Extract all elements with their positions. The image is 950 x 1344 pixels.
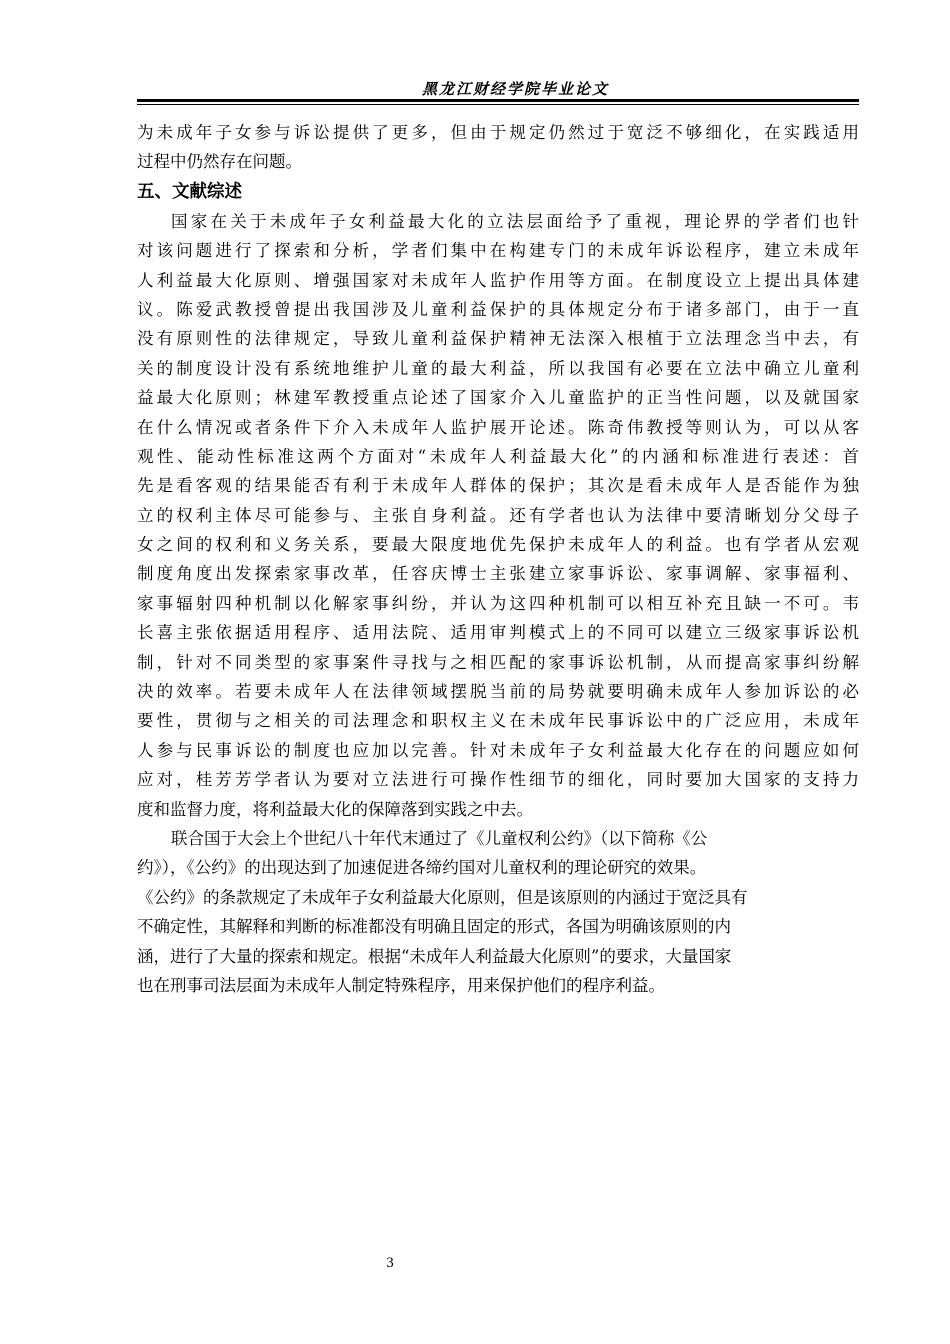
text-line: 涵，进行了大量的探索和规定。根据“未成年人利益最大化原则”的要求，大量国家 — [137, 946, 732, 966]
text-line: 对该问题进行了探索和分析，学者们集中在构建专门的未成年诉讼程序，建立未成年 — [137, 241, 859, 261]
text-line: 长喜主张依据适用程序、适用法院、适用审判模式上的不同可以建立三级家事诉讼机 — [137, 623, 859, 643]
body-text — [137, 118, 859, 1000]
text-line: 联合国于大会上个世纪八十年代末通过了《儿童权利公约》（以下简称《公 — [171, 828, 708, 848]
text-line: 议。陈爱武教授曾提出我国涉及儿童利益保护的具体规定分布于诸多部门，由于一直 — [137, 299, 859, 319]
text-line: 女之间的权利和义务关系，要最大限度地优先保护未成年人的利益。也有学者从宏观 — [137, 535, 859, 555]
text-line: 应对，桂芳芳学者认为要对立法进行可操作性细节的细化，同时要加大国家的支持力 — [137, 770, 859, 790]
continuation-paragraph — [137, 118, 859, 177]
text-line: 在什么情况或者条件下介入未成年人监护展开论述。陈奇伟教授等则认为，可以从客 — [137, 417, 859, 437]
text-line: 不确定性，其解释和判断的标准都没有明确且固定的形式，各国为明确该原则的内 — [137, 917, 731, 937]
header-rule-thick — [137, 99, 859, 102]
text-line: 也在刑事司法层面为未成年人制定特殊程序，用来保护他们的程序利益。 — [137, 975, 665, 995]
paragraph-convention — [137, 824, 859, 1000]
text-line: 人参与民事诉讼的制度也应加以完善。针对未成年子女利益最大化存在的问题应如何 — [137, 740, 859, 760]
text-line: 决的效率。若要未成年人在法律领域摆脱当前的局势就要明确未成年人参加诉讼的必 — [137, 682, 859, 702]
text-line: 《公约》的条款规定了未成年子女利益最大化原则，但是该原则的内涵过于宽泛具有 — [137, 887, 748, 907]
section-heading: 五、文献综述 — [137, 181, 242, 202]
text-line: 制度角度出发探索家事改革，任容庆博士主张建立家事诉讼、家事调解、家事福利、 — [137, 564, 859, 584]
text-line: 制，针对不同类型的家事案件寻找与之相匹配的家事诉讼机制，从而提高家事纠纷解 — [137, 652, 859, 672]
text-line: 过程中仍然存在问题。 — [137, 152, 302, 172]
header-title: 黑龙江财经学院毕业论文 — [421, 80, 609, 98]
text-line: 益最大化原则；林建军教授重点论述了国家介入儿童监护的正当性问题，以及就国家 — [137, 388, 859, 408]
text-line: 家事辐射四种机制以化解家事纠纷，并认为这四种机制可以相互补充且缺一不可。韦 — [137, 593, 859, 613]
header-rule-thin — [137, 104, 859, 105]
text-line: 没有原则性的法律规定，导致儿童利益保护精神无法深入根植于立法理念当中去，有 — [137, 329, 859, 349]
text-line: 要性，贯彻与之相关的司法理念和职权主义在未成年民事诉讼中的广泛应用，未成年 — [137, 711, 859, 731]
page-header — [137, 78, 859, 108]
text-line: 立的权利主体尽可能参与、主张自身利益。还有学者也认为法律中要清晰划分父母子 — [137, 505, 859, 525]
page-number: 3 — [386, 1255, 394, 1271]
text-line: 关的制度设计没有系统地维护儿童的最大利益，所以我国有必要在立法中确立儿童利 — [137, 358, 859, 378]
text-line: 为未成年子女参与诉讼提供了更多，但由于规定仍然过于宽泛不够细化，在实践适用 — [137, 123, 859, 142]
text-line: 国家在关于未成年子女利益最大化的立法层面给予了重视，理论界的学者们也针 — [171, 211, 859, 231]
text-line: 观性、能动性标准这两个方面对“未成年人利益最大化”的内涵和标准进行表述：首 — [137, 446, 859, 466]
text-line: 人利益最大化原则、增强国家对未成年人监护作用等方面。在制度设立上提出具体建 — [137, 270, 859, 290]
text-line: 先是看客观的结果能否有利于未成年人群体的保护；其次是看未成年人是否能作为独 — [137, 476, 859, 496]
text-line: 度和监督力度，将利益最大化的保障落到实践之中去。 — [137, 799, 533, 819]
paragraph-literature-review — [137, 207, 859, 824]
text-line: 约》），《公约》的出现达到了加速促进各缔约国对儿童权利的理论研究的效果。 — [137, 858, 707, 878]
